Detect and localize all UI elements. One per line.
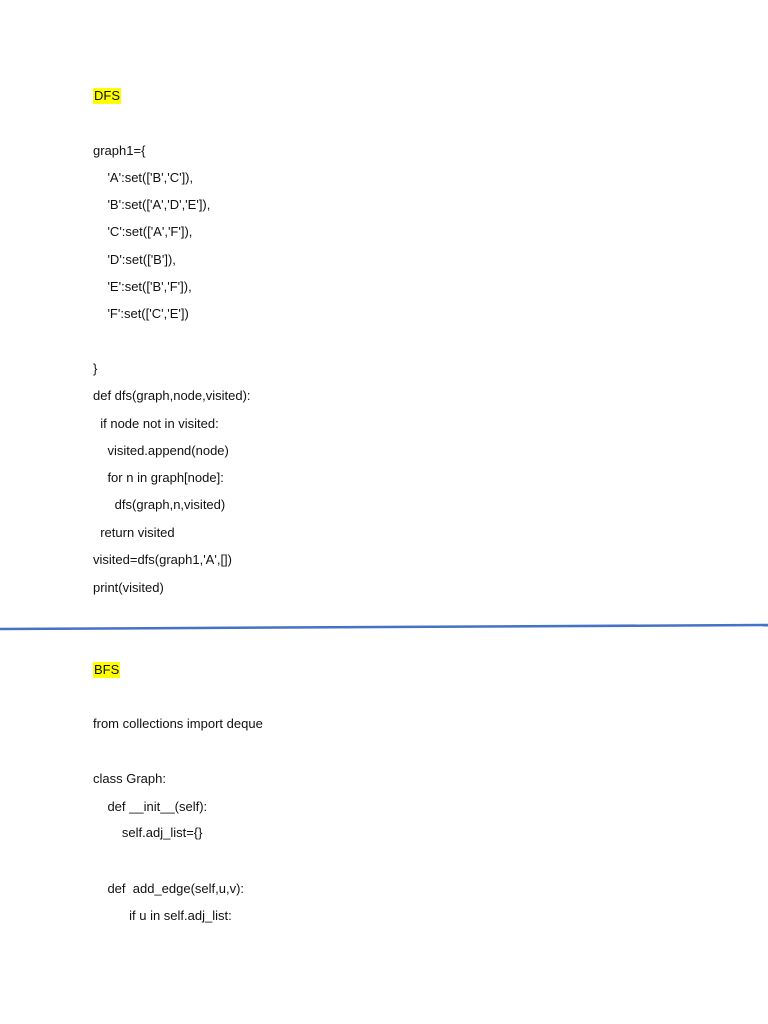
code-line: 'B':set(['A','D','E']), xyxy=(93,197,211,212)
code-line: if u in self.adj_list: xyxy=(93,908,232,923)
code-line: } xyxy=(93,361,98,376)
code-line: for n in graph[node]: xyxy=(93,470,224,485)
code-line: visited.append(node) xyxy=(93,443,229,458)
bfs-heading: BFS xyxy=(94,662,120,677)
code-line: def dfs(graph,node,visited): xyxy=(93,388,251,403)
code-line: if node not in visited: xyxy=(93,416,219,431)
code-line: class Graph: xyxy=(93,771,166,786)
code-line: 'C':set(['A','F']), xyxy=(93,224,193,239)
code-line: 'A':set(['B','C']), xyxy=(93,170,194,185)
code-line: graph1={ xyxy=(93,143,146,158)
code-line: from collections import deque xyxy=(93,716,263,731)
code-line: def __init__(self): xyxy=(93,799,208,814)
code-line: 'D':set(['B']), xyxy=(93,252,176,267)
code-line: print(visited) xyxy=(93,580,164,595)
dfs-heading: DFS xyxy=(94,88,120,103)
code-line: 'E':set(['B','F']), xyxy=(93,279,192,294)
code-line: dfs(graph,n,visited) xyxy=(93,497,226,512)
code-line: visited=dfs(graph1,'A',[]) xyxy=(93,552,233,567)
code-line: self.adj_list={} xyxy=(93,825,203,840)
code-line: return visited xyxy=(93,525,175,540)
section-divider xyxy=(0,622,768,632)
code-line: 'F':set(['C','E']) xyxy=(93,306,189,321)
code-line: def add_edge(self,u,v): xyxy=(93,881,245,896)
